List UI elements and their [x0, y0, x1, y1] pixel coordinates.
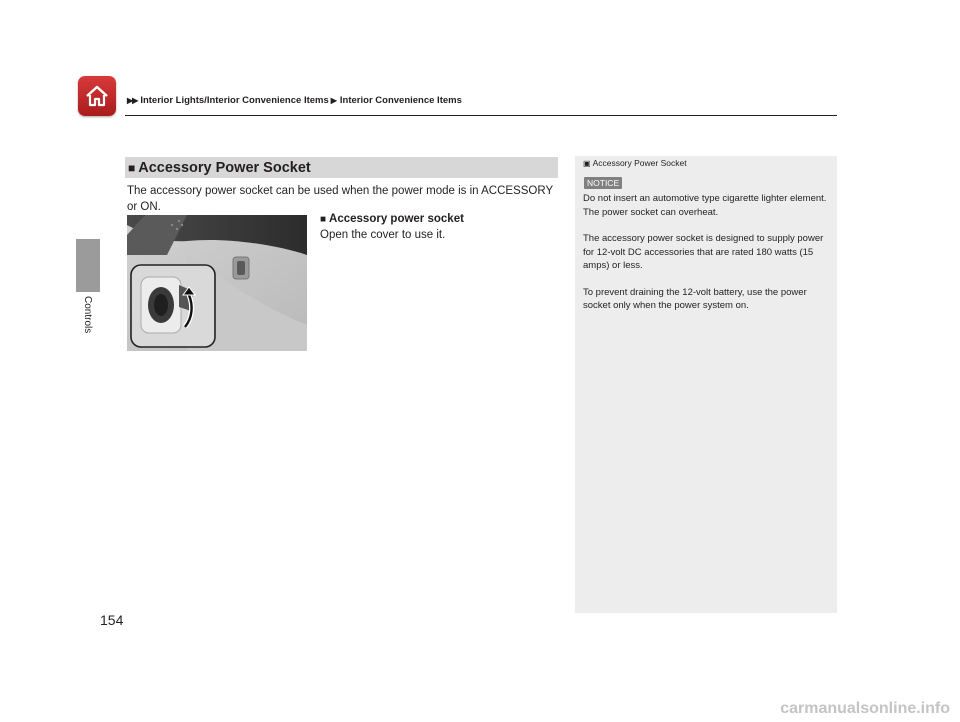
breadcrumb-parent[interactable]: Interior Lights/Interior Convenience Items [140, 95, 329, 106]
side-tab-marker [76, 239, 100, 292]
note-body [583, 192, 828, 313]
subheading-square-icon: ■ [320, 214, 327, 225]
notice-badge: NOTICE [584, 177, 622, 189]
side-tab-label: Controls [82, 296, 93, 334]
section-body: The accessory power socket can be used when the power mode is in ACCESSORY or ON. [127, 185, 553, 213]
subsection-title: Accessory power socket [329, 213, 464, 225]
subsection-body: Open the cover to use it. [320, 229, 446, 241]
home-icon [84, 84, 110, 108]
note-paragraph: Do not insert an automotive type cigarette lighter element. [583, 193, 827, 204]
breadcrumb [127, 95, 462, 106]
note-title-text: Accessory Power Socket [592, 158, 687, 168]
home-button[interactable] [78, 76, 116, 116]
header-divider [125, 115, 837, 116]
breadcrumb-arrow-icon: ▶▶ [127, 96, 138, 105]
section-title: Accessory Power Socket [138, 159, 311, 176]
note-paragraph: The accessory power socket is designed to supply power for 12-volt DC accessories that are rated 180 watts (15 amps) or less. [583, 233, 824, 271]
heading-square-icon: ■ [128, 160, 136, 175]
watermark: carmanualsonline.info [780, 700, 950, 717]
page-number: 154 [100, 612, 124, 628]
subsection-heading [320, 213, 464, 225]
note-reference-icon: ▣ [583, 159, 591, 168]
note-title [583, 158, 687, 168]
breadcrumb-separator-icon: ▶ [330, 96, 337, 105]
note-paragraph: To prevent draining the 12-volt battery, use the power socket only when the power system on. [583, 286, 807, 311]
section-heading [125, 157, 558, 178]
breadcrumb-current[interactable]: Interior Convenience Items [339, 95, 462, 106]
note-paragraph: The power socket can overheat. [583, 206, 719, 218]
power-socket-illustration [127, 215, 307, 351]
